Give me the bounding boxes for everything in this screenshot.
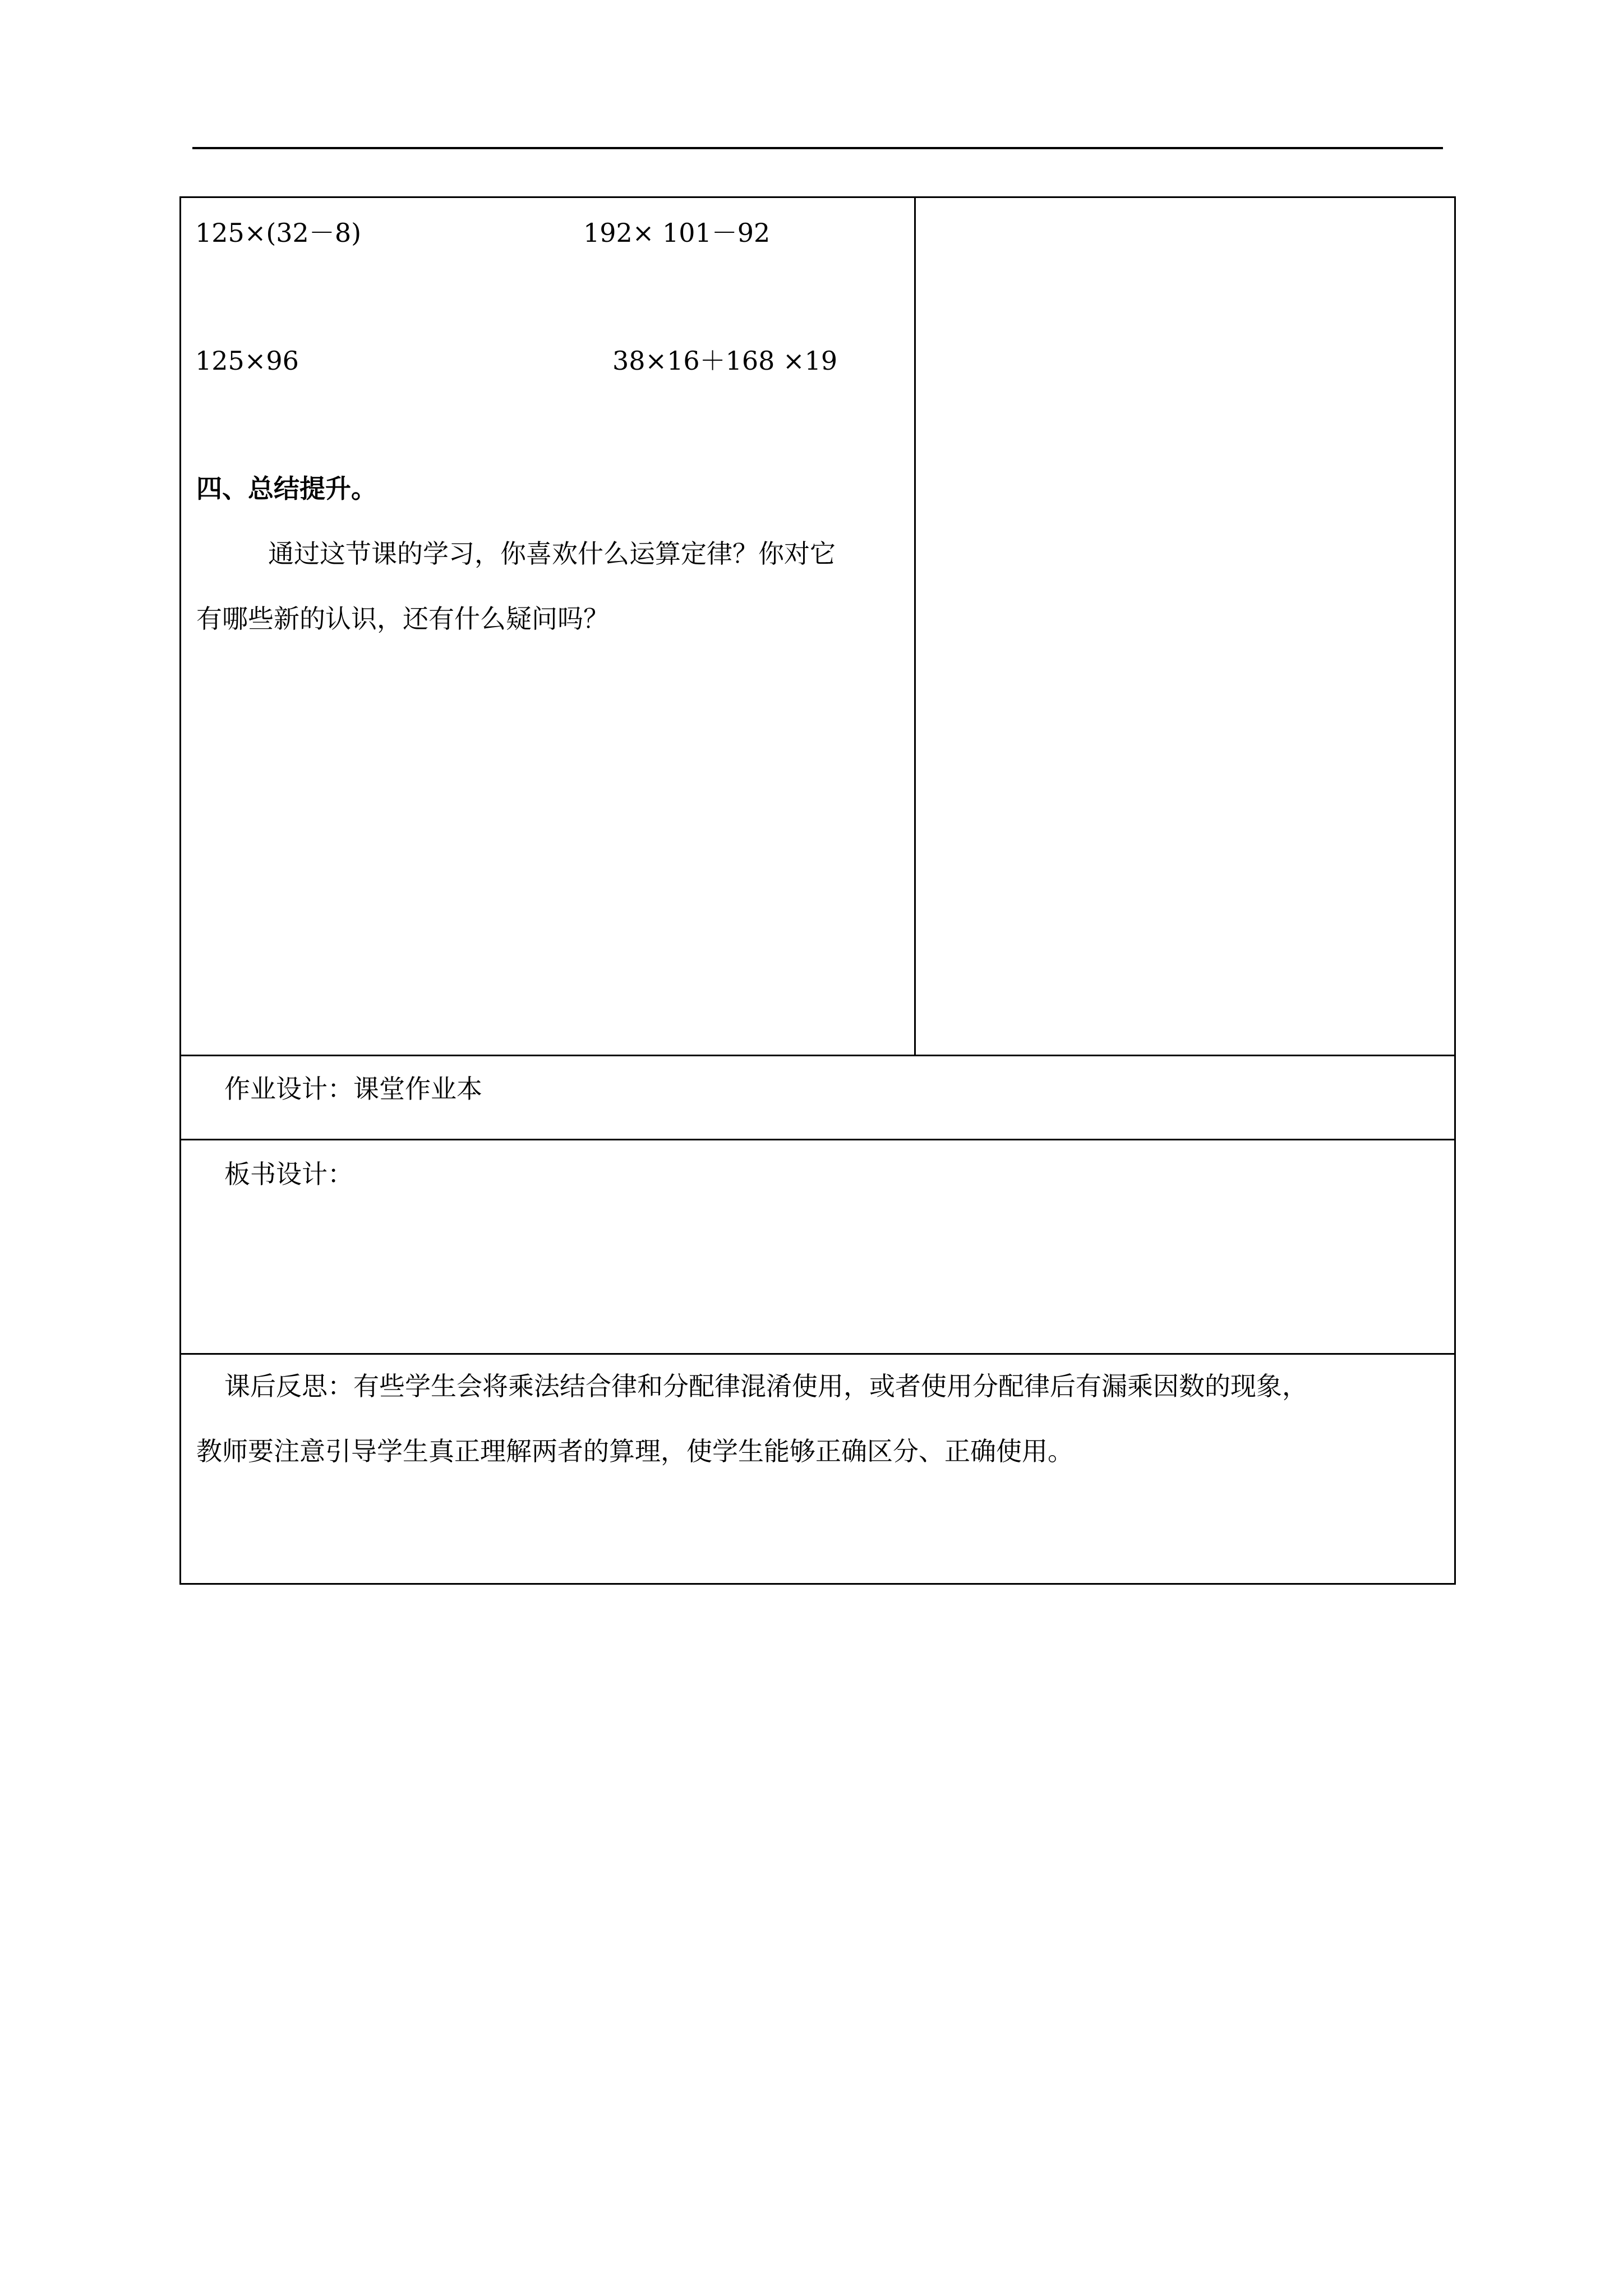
header-rule: [192, 147, 1443, 149]
expression-4: 38×16＋168 ×19: [612, 346, 838, 376]
expression-2: 192× 101－92: [583, 218, 771, 248]
reflection-line-1: 课后反思：有些学生会将乘法结合律和分配律混淆使用，或者使用分配律后有漏乘因数的现象，: [224, 1371, 1308, 1401]
row-divider-board: [179, 1139, 1456, 1140]
section-heading: 四、总结提升。: [196, 473, 377, 504]
summary-line-1: 通过这节课的学习，你喜欢什么运算定律？你对它: [268, 539, 836, 569]
expression-3: 125×96: [195, 346, 299, 376]
row-divider-reflection: [179, 1353, 1456, 1355]
row-divider-homework: [179, 1055, 1456, 1056]
column-divider: [914, 196, 916, 1055]
expression-1: 125×(32－8): [195, 218, 362, 248]
reflection-line-2: 教师要注意引导学生真正理解两者的算理，使学生能够正确区分、正确使用。: [196, 1436, 1073, 1466]
homework-label: 作业设计：课堂作业本: [224, 1074, 482, 1104]
board-design-label: 板书设计：: [224, 1159, 353, 1189]
summary-line-2: 有哪些新的认识，还有什么疑问吗？: [196, 604, 609, 634]
